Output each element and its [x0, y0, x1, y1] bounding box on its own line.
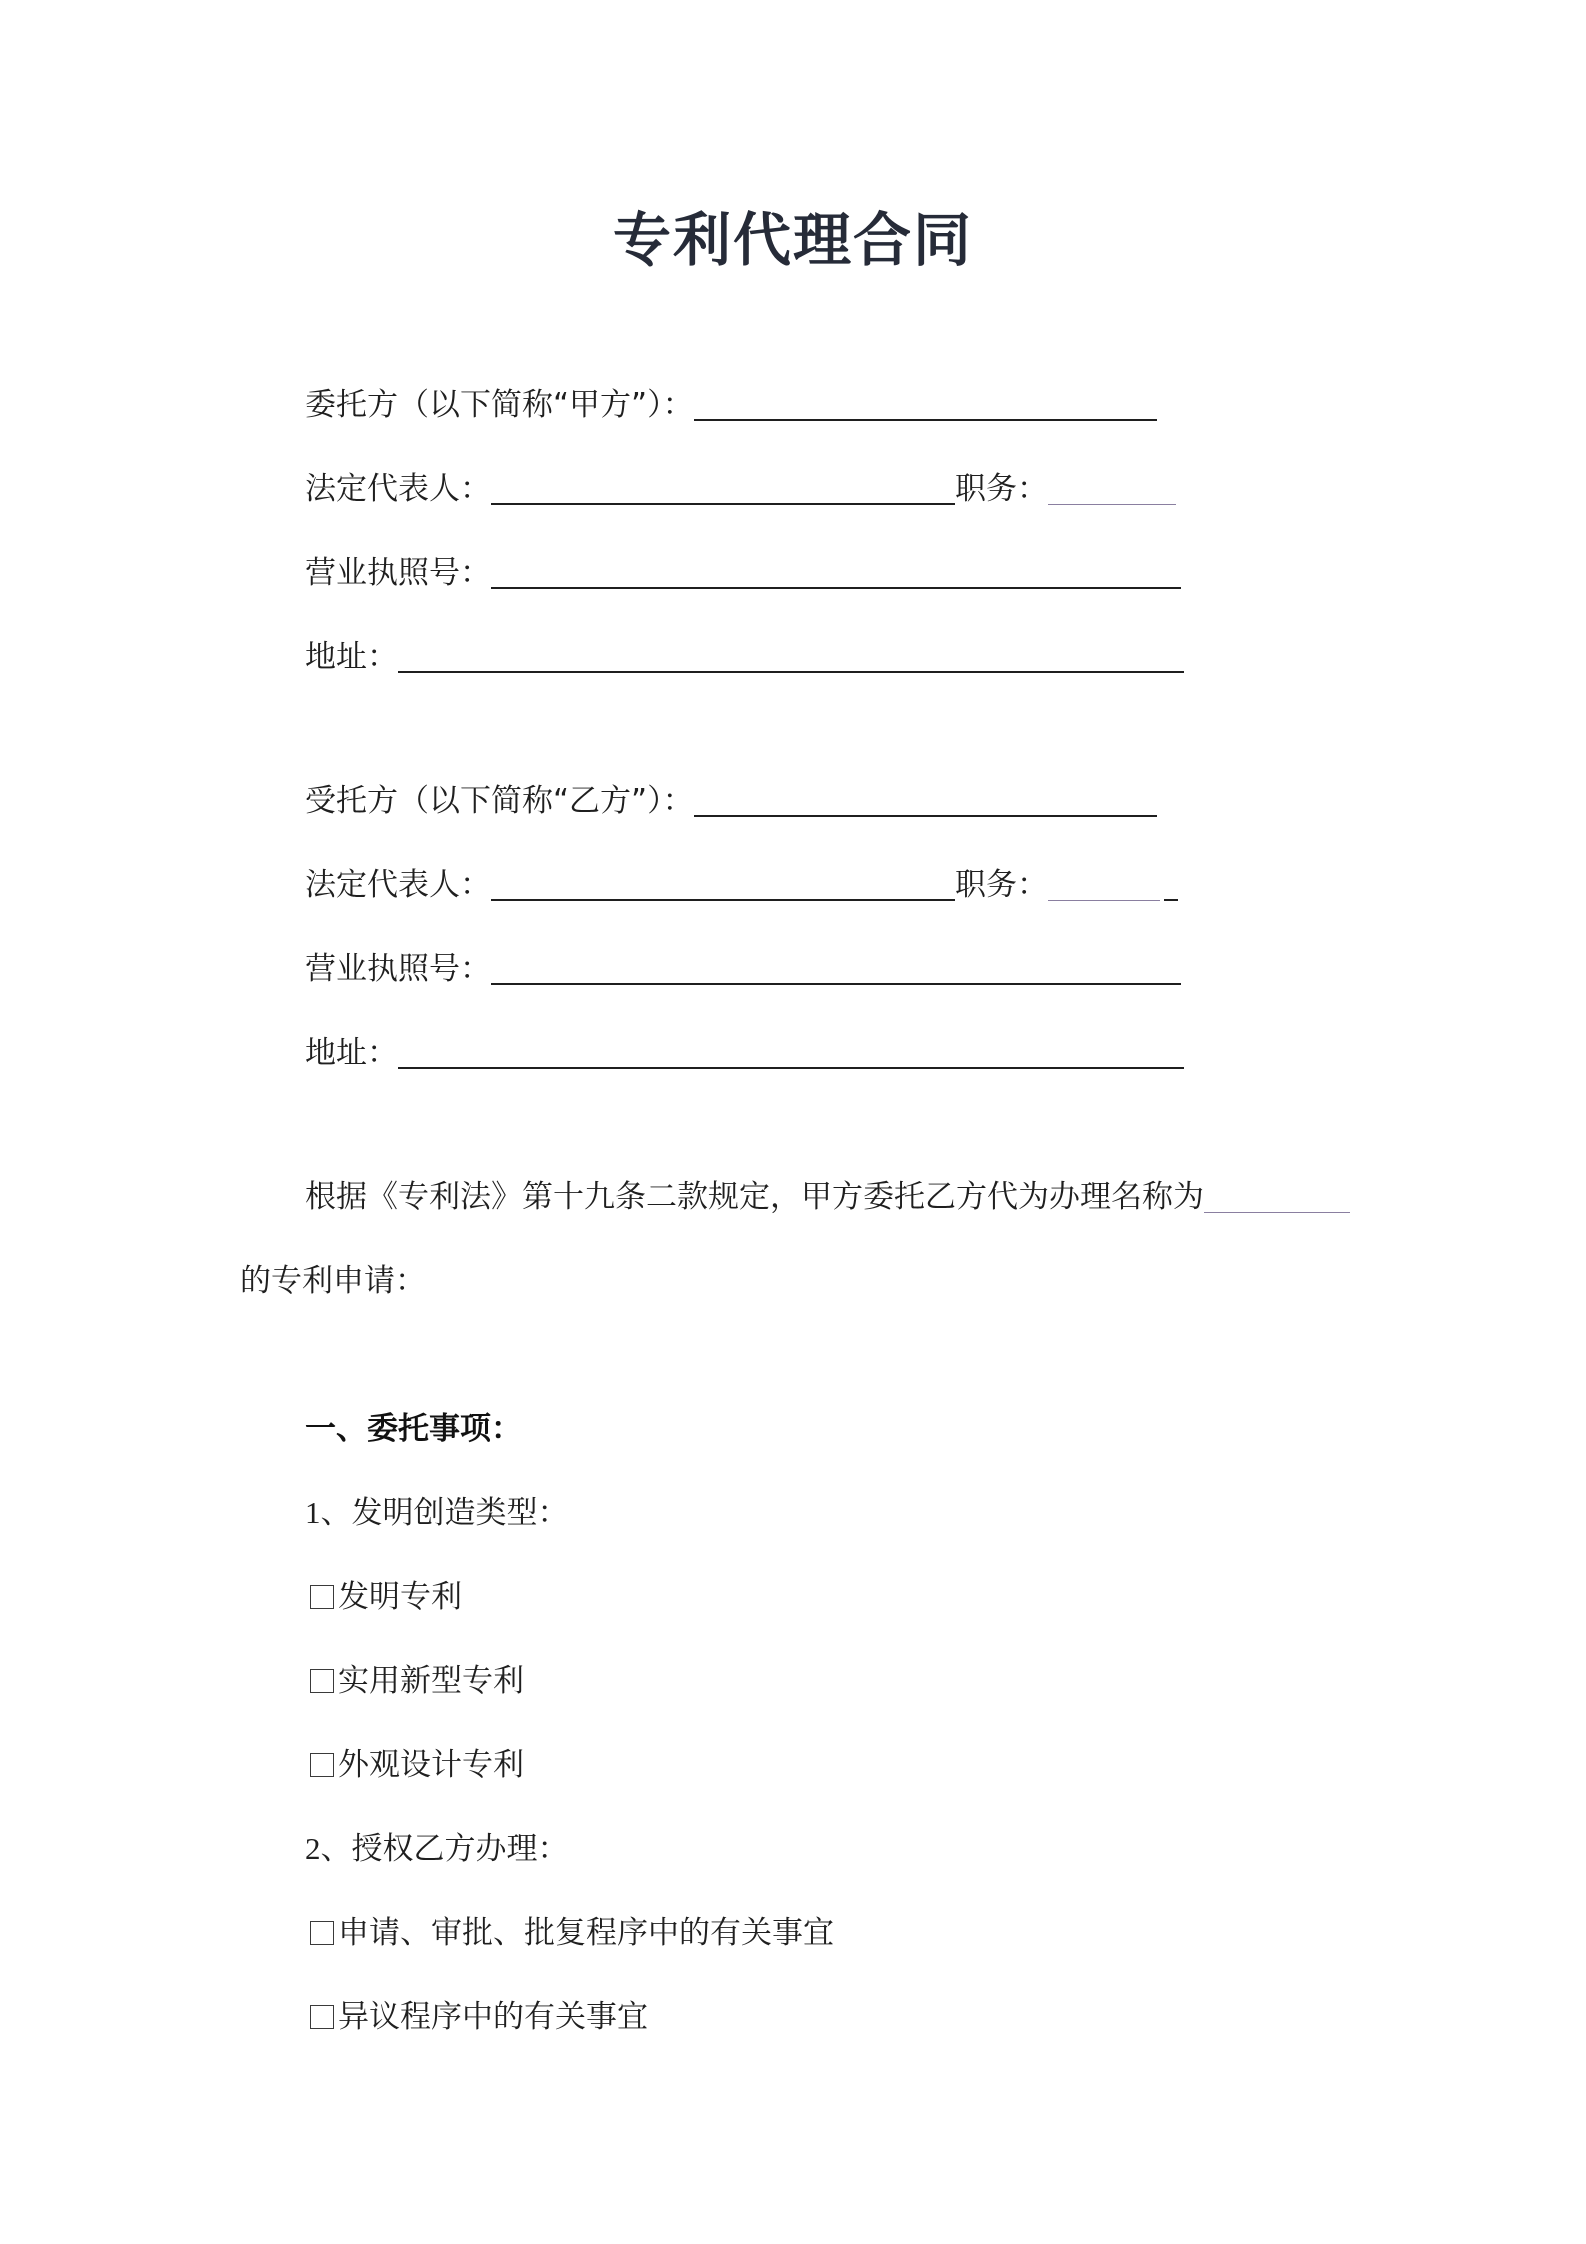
party-a-rep-label: 法定代表人：: [305, 471, 491, 507]
type-option-invention[interactable]: [310, 1572, 462, 1622]
party-a-name-row: [305, 380, 1157, 430]
type-option-utility-model[interactable]: [310, 1656, 524, 1706]
item-2-number: 2: [305, 1831, 321, 1866]
party-a-address-blank[interactable]: [398, 670, 1184, 673]
party-b-name-row: [305, 776, 1157, 826]
party-a-license-label: 营业执照号：: [305, 555, 491, 591]
party-b-name-blank[interactable]: [694, 814, 1157, 817]
party-b-address-row: [305, 1028, 1184, 1078]
party-b-position-blank[interactable]: [1048, 899, 1160, 901]
patent-name-blank[interactable]: [1204, 1211, 1350, 1213]
item-1-number: 1: [305, 1495, 321, 1530]
auth-option-label: 申请、审批、批复程序中的有关事宜: [338, 1915, 834, 1951]
intro-line-2: 的专利申请：: [240, 1263, 426, 1299]
party-a-rep-row: [305, 464, 1176, 514]
auth-option-application[interactable]: [310, 1908, 834, 1958]
party-b-license-row: [305, 944, 1181, 994]
auth-option-opposition[interactable]: [310, 1992, 648, 2042]
party-b-license-blank[interactable]: [491, 982, 1181, 985]
party-b-rep-label: 法定代表人：: [305, 867, 491, 903]
party-a-position-label: 职务：: [955, 471, 1048, 507]
section-1-heading: 一、委托事项：: [305, 1411, 522, 1447]
party-a-license-row: [305, 548, 1181, 598]
type-option-design[interactable]: [310, 1740, 524, 1790]
party-a-name-label: 委托方（以下简称“甲方”）：: [305, 387, 694, 423]
document-title: 专利代理合同: [612, 206, 973, 274]
party-a-position-blank[interactable]: [1048, 503, 1176, 505]
party-a-address-label: 地址：: [305, 639, 398, 675]
intro-line-1: [305, 1172, 1350, 1222]
item-2-text: 、授权乙方办理：: [320, 1831, 569, 1867]
intro-text: 根据《专利法》第十九条二款规定，甲方委托乙方代为办理名称为: [305, 1179, 1204, 1215]
type-option-label: 实用新型专利: [338, 1663, 524, 1699]
checkbox-icon[interactable]: [310, 1921, 334, 1945]
checkbox-icon[interactable]: [310, 1585, 334, 1609]
party-a-rep-blank[interactable]: [491, 502, 955, 505]
item-1-text: 、发明创造类型：: [320, 1495, 569, 1531]
party-b-rep-blank[interactable]: [491, 898, 955, 901]
checkbox-icon[interactable]: [310, 1669, 334, 1693]
party-b-address-blank[interactable]: [398, 1066, 1184, 1069]
party-b-position-label: 职务：: [955, 867, 1048, 903]
auth-option-label: 异议程序中的有关事宜: [338, 1999, 648, 2035]
type-option-label: 发明专利: [338, 1579, 462, 1615]
party-b-rep-row: [305, 860, 1178, 910]
item-2-label: [305, 1824, 569, 1874]
checkbox-icon[interactable]: [310, 2005, 334, 2029]
party-a-license-blank[interactable]: [491, 586, 1181, 589]
party-b-name-label: 受托方（以下简称“乙方”）：: [305, 783, 694, 819]
checkbox-icon[interactable]: [310, 1753, 334, 1777]
party-b-address-label: 地址：: [305, 1035, 398, 1071]
party-b-position-tail: [1164, 898, 1178, 901]
type-option-label: 外观设计专利: [338, 1747, 524, 1783]
party-b-license-label: 营业执照号：: [305, 951, 491, 987]
party-a-address-row: [305, 632, 1184, 682]
party-a-name-blank[interactable]: [694, 418, 1157, 421]
item-1-label: [305, 1488, 569, 1538]
